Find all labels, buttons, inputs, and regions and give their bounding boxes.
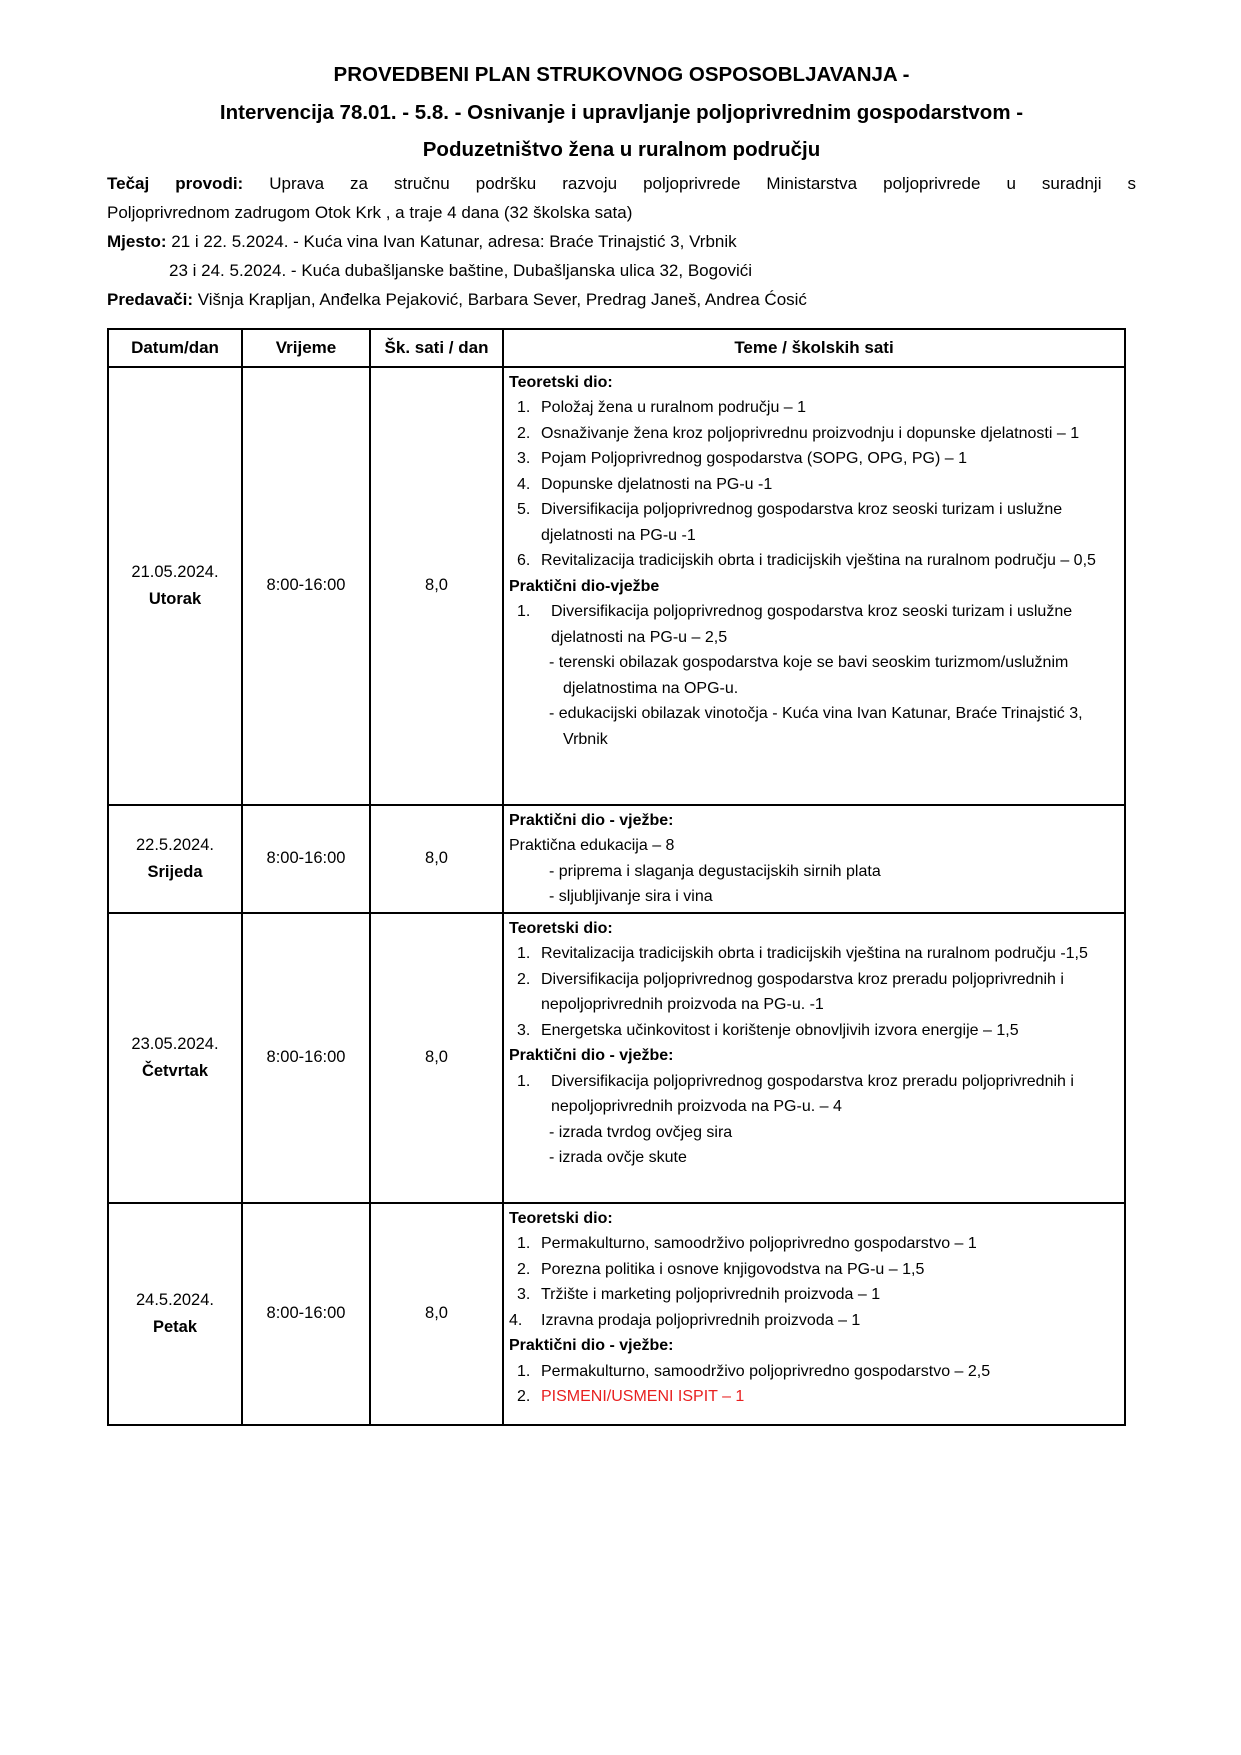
time-cell: 8:00-16:00 (242, 913, 370, 1203)
item-text: Energetska učinkovitost i korištenje obnovljivih izvora energije – 1,5 (541, 1021, 1019, 1039)
column-header-3: Šk. sati / dan (370, 329, 503, 367)
title-line-3: Poduzetništvo žena u ruralnom području (422, 138, 821, 161)
topics-cell (503, 367, 1125, 805)
item-text: Porezna politika i osnove knjigovodstva na PG-u – 1,5 (541, 1260, 925, 1278)
section-heading: Praktični dio - vježbe: (509, 811, 674, 829)
topic-item (509, 941, 1112, 967)
item-text: Diversifikacija poljoprivrednog gospodarstva kroz seoski turizam i uslužne djelatnosti na PG-u – 2,5 (551, 603, 1073, 646)
topic-item (509, 446, 1112, 472)
section-heading: Praktični dio-vježbe (509, 577, 660, 595)
topic-subitem: - sljubljivanje sira i vina (549, 888, 713, 905)
table-row (108, 913, 1125, 1203)
topic-item (509, 1359, 1112, 1385)
schedule-table (107, 328, 1126, 1426)
item-text: Diversifikacija poljoprivrednog gospodarstva kroz preradu poljoprivrednih i nepoljoprivrednih proizvoda na PG-u. -1 (541, 970, 1064, 1013)
day-text: Srijeda (147, 862, 203, 881)
section-heading: Teoretski dio: (509, 1209, 613, 1227)
table-header-row (108, 329, 1125, 367)
date-cell (108, 1203, 242, 1425)
item-number: 4. (509, 1311, 523, 1329)
topics-cell (503, 805, 1125, 913)
title-line-1: PROVEDBENI PLAN STRUKOVNOG OSPOSOBLJAVANJA - (333, 63, 910, 86)
date-cell (108, 367, 242, 805)
course-provider-line-2: Poljoprivrednom zadrugom Otok Krk , a traje 4 dana (32 školska sata) (107, 202, 633, 222)
hours-cell: 8,0 (370, 805, 503, 913)
date-cell (108, 913, 242, 1203)
item-number: 1. (517, 1072, 531, 1090)
item-number: 1. (517, 1362, 531, 1380)
item-text: Tržište i marketing poljoprivrednih proizvoda – 1 (541, 1286, 881, 1303)
date-text: 23.05.2024. (131, 1034, 219, 1053)
day-text: Petak (152, 1317, 198, 1336)
course-provider-text: Uprava za stručnu podršku razvoju poljoprivrede Ministarstva poljoprivrede u suradnji s (243, 173, 1136, 193)
topic-subitem: - terenski obilazak gospodarstva koje se bavi seoskim turizmom/uslužnim djelatnostima na OPG-u. (549, 654, 1069, 697)
item-text: Revitalizacija tradicijskih obrta i tradicijskih vještina na ruralnom području – 0,5 (541, 552, 1096, 569)
topic-item (509, 1231, 1112, 1257)
item-text: PISMENI/USMENI ISPIT – 1 (541, 1388, 745, 1405)
item-text: Osnaživanje žena kroz poljoprivrednu proizvodnju i dopunske djelatnosti – 1 (541, 424, 1080, 442)
item-number: 4. (517, 475, 531, 493)
day-text: Četvrtak (141, 1061, 209, 1080)
item-number: 2. (517, 424, 531, 442)
location-text-1: 21 i 22. 5.2024. - Kuća vina Ivan Katunar, adresa: Braće Trinajstić 3, Vrbnik (171, 231, 737, 251)
topic-item (509, 967, 1112, 1018)
item-number: 3. (517, 1286, 531, 1303)
topic-item (509, 497, 1112, 548)
item-text: Položaj žena u ruralnom području – 1 (541, 399, 807, 416)
day-text: Utorak (148, 589, 202, 608)
topic-item (509, 1018, 1112, 1044)
topic-item (509, 1069, 1112, 1120)
item-number: 5. (517, 501, 531, 518)
item-number: 6. (517, 552, 531, 569)
table-row (108, 805, 1125, 913)
table-row (108, 1203, 1125, 1425)
topic-item (509, 1282, 1112, 1308)
item-number: 1. (517, 945, 531, 962)
course-provider-line-1 (107, 169, 1136, 198)
topic-item (509, 1257, 1112, 1283)
section-heading: Praktični dio - vježbe: (509, 1047, 674, 1064)
schedule-table-body (108, 367, 1125, 1425)
topic-item: Praktična edukacija – 8 (509, 837, 675, 854)
course-provider-label: Tečaj provodi: (107, 173, 244, 193)
column-header-1: Datum/dan (108, 329, 242, 367)
hours-cell: 8,0 (370, 1203, 503, 1425)
location-line-1 (107, 227, 1136, 256)
topics-cell (503, 913, 1125, 1203)
item-number: 1. (517, 1235, 531, 1252)
topic-item (509, 421, 1112, 447)
lecturers-line (107, 285, 1136, 314)
section-heading: Teoretski dio: (509, 373, 613, 391)
item-text: Permakulturno, samoodrživo poljoprivredno gospodarstvo – 1 (541, 1235, 977, 1252)
item-text: Diversifikacija poljoprivrednog gospodarstva kroz seoski turizam i uslužne djelatnosti na PG-u -1 (541, 501, 1063, 544)
lecturers-text: Višnja Krapljan, Anđelka Pejaković, Barbara Sever, Predrag Janeš, Andrea Ćosić (197, 289, 807, 309)
date-text: 21.05.2024. (131, 562, 219, 581)
document-title (107, 56, 1136, 169)
topic-subitem: - priprema i slaganja degustacijskih sirnih plata (549, 862, 881, 880)
time-cell: 8:00-16:00 (242, 367, 370, 805)
topic-item (509, 472, 1112, 498)
item-number: 2. (517, 1388, 531, 1405)
topic-item (509, 1384, 1112, 1410)
column-header-4: Teme / školskih sati (503, 329, 1125, 367)
item-text: Permakulturno, samoodrživo poljoprivredno gospodarstvo – 2,5 (541, 1362, 991, 1380)
item-text: Diversifikacija poljoprivrednog gospodarstva kroz preradu poljoprivrednih i nepoljoprivrednih proizvoda na PG-u. – 4 (551, 1072, 1074, 1115)
location-label: Mjesto: (107, 231, 167, 251)
hours-cell: 8,0 (370, 913, 503, 1203)
topic-subitem: - izrada ovčje skute (549, 1149, 687, 1166)
date-text: 24.5.2024. (136, 1290, 214, 1309)
item-number: 3. (517, 1021, 531, 1039)
date-text: 22.5.2024. (136, 835, 214, 854)
lecturers-label: Predavači: (107, 289, 193, 309)
topic-subitem: - edukacijski obilazak vinotočja - Kuća vina Ivan Katunar, Braće Trinajstić 3, Vrbnik (549, 705, 1083, 748)
topic-item (509, 1308, 1112, 1334)
column-header-2: Vrijeme (242, 329, 370, 367)
topic-item (509, 548, 1112, 574)
item-number: 1. (517, 399, 531, 416)
time-cell: 8:00-16:00 (242, 1203, 370, 1425)
item-number: 2. (517, 1260, 531, 1278)
item-number: 2. (517, 970, 531, 988)
item-number: 3. (517, 450, 531, 467)
hours-cell: 8,0 (370, 367, 503, 805)
item-text: Revitalizacija tradicijskih obrta i tradicijskih vještina na ruralnom području -1,5 (541, 945, 1088, 962)
item-text: Pojam Poljoprivrednog gospodarstva (SOPG, OPG, PG) – 1 (541, 450, 967, 467)
topic-item (509, 395, 1112, 421)
table-row (108, 367, 1125, 805)
item-text: Izravna prodaja poljoprivrednih proizvoda – 1 (541, 1311, 861, 1329)
item-number: 1. (517, 603, 531, 620)
item-text: Dopunske djelatnosti na PG-u -1 (541, 475, 773, 493)
date-cell (108, 805, 242, 913)
section-heading: Teoretski dio: (509, 919, 613, 937)
time-cell: 8:00-16:00 (242, 805, 370, 913)
section-heading: Praktični dio - vježbe: (509, 1337, 674, 1354)
title-line-2: Intervencija 78.01. - 5.8. - Osnivanje i upravljanje poljoprivrednim gospodarstvom - (219, 100, 1024, 124)
location-line-2: 23 i 24. 5.2024. - Kuća dubašljanske baštine, Dubašljanska ulica 32, Bogovići (169, 260, 753, 280)
topic-subitem: - izrada tvrdog ovčjeg sira (549, 1123, 733, 1141)
topic-item (509, 599, 1112, 650)
topics-cell (503, 1203, 1125, 1425)
